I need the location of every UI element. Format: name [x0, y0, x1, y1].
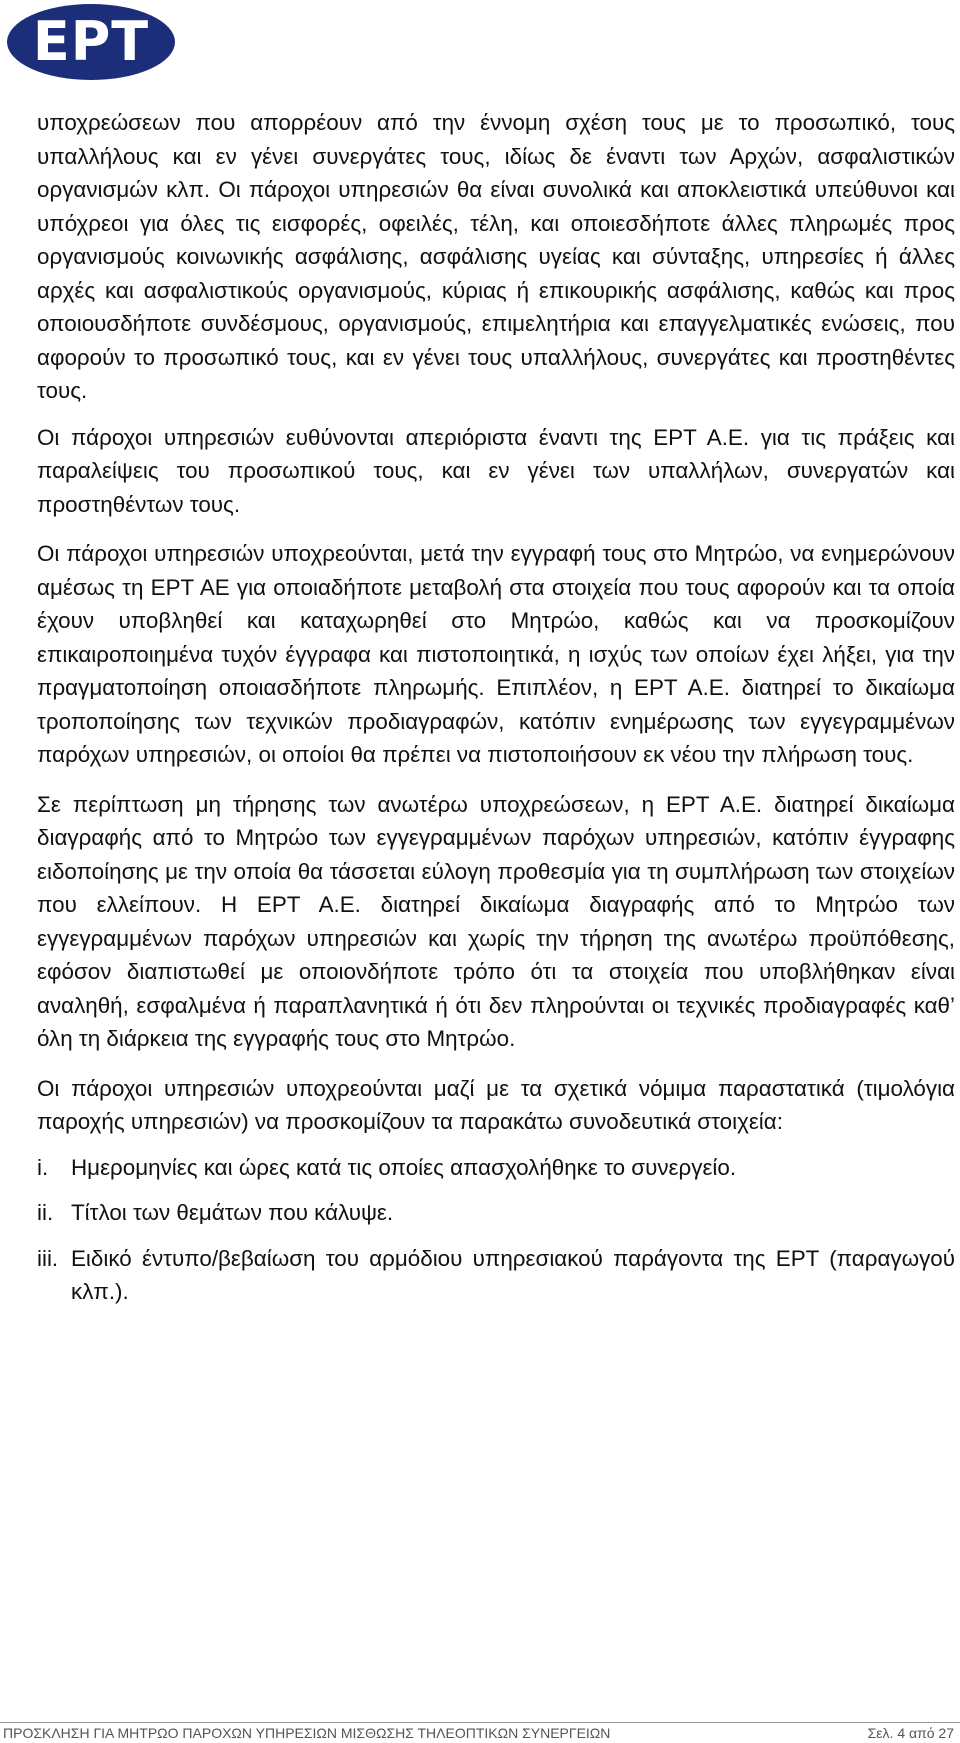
list-item	[37, 1242, 955, 1309]
list-item-text: Ειδικό έντυπο/βεβαίωση του αρμόδιου υπηρεσιακού παράγοντα της ΕΡΤ (παραγωγού κλπ.).	[71, 1245, 955, 1304]
list-item-number: iii.	[37, 1245, 59, 1271]
supporting-documents-list	[37, 1151, 955, 1309]
list-item-number: i.	[37, 1154, 49, 1180]
document-body	[37, 106, 955, 1321]
list-item-text: Τίτλοι των θεμάτων που κάλυψε.	[71, 1200, 394, 1225]
paragraph-deletion: Σε περίπτωση μη τήρησης των ανωτέρω υποχρεώσεων, η ΕΡΤ Α.Ε. διατηρεί δικαίωμα διαγραφής από το Μητρώο των εγγεγραμμένων παρόχων υπηρεσιών, κατόπιν έγγραφης ειδοποίησης με την οποία θα τάσσεται εύλογη προθεσμία για τη συμπλήρωση των στοιχείων που ελλείπουν. Η ΕΡΤ Α.Ε. διατηρεί δικαίωμα διαγραφής από το Μητρώο των εγγεγραμμένων παρόχων υπηρεσιών και χωρίς την τήρηση της ανωτέρω προϋπόθεσης, εφόσον διαπιστωθεί με οποιονδήποτε τρόπο ότι τα στοιχεία που υποβλήθηκαν είναι αναληθή, εσφαλμένα ή παραπλανητικά ή ότι δεν πληρούνται οι τεχνικές προδιαγραφές καθ’ όλη τη διάρκεια της εγγραφής τους στο Μητρώο.	[37, 791, 955, 1051]
page-number: Σελ. 4 από 27	[867, 1725, 954, 1741]
list-item-text: Ημερομηνίες και ώρες κατά τις οποίες απασχολήθηκε το συνεργείο.	[71, 1154, 737, 1180]
list-item-number: ii.	[37, 1200, 54, 1225]
paragraph-documents: Οι πάροχοι υπηρεσιών υποχρεούνται μαζί με τα σχετικά νόμιμα παραστατικά (τιμολόγια παροχής υπηρεσιών) να προσκομίζουν τα παρακάτω συνοδευτικά στοιχεία:	[37, 1075, 955, 1134]
paragraph-updates: Οι πάροχοι υπηρεσιών υποχρεούνται, μετά την εγγραφή τους στο Μητρώο, να ενημερώνουν αμέσως τη ΕΡΤ ΑΕ για οποιαδήποτε μεταβολή στα στοιχεία που τους αφορούν και τα οποία έχουν υποβληθεί και καταχωρηθεί στο Μητρώο, καθώς και να προσκομίζουν επικαιροποιημένα τυχόν έγγραφα και πιστοποιητικά, η ισχύς των οποίων έχει λήξει, για την πραγματοποίηση οποιασδήποτε πληρωμής. Επιπλέον, η ΕΡΤ Α.Ε. διατηρεί το δικαίωμα τροποποίησης των τεχνικών προδιαγραφών, κατόπιν ενημέρωσης των εγγεγραμμένων παρόχων υπηρεσιών, οι οποίοι θα πρέπει να πιστοποιήσουν εκ νέου την πλήρωση τους.	[37, 541, 955, 767]
paragraph-obligations: υποχρεώσεων που απορρέουν από την έννομη σχέση τους με το προσωπικό, τους υπαλλήλους και εν γένει συνεργάτες τους, ιδίως δε έναντι των Αρχών, ασφαλιστικών οργανισμών κλπ. Οι πάροχοι υπηρεσιών θα είναι συνολικά και αποκλειστικά υπεύθυνοι και υπόχρεοι για όλες τις εισφορές, οφειλές, τέλη, και οποιεσδήποτε άλλες πληρωμές προς οργανισμούς κοινωνικής ασφάλισης, ασφάλισης υγείας και σύνταξης, υπηρεσίες ή άλλες αρχές και ασφαλιστικούς οργανισμούς, κύριας ή επικουρικής ασφάλισης, καθώς και προς οποιουσδήποτε συνδέσμους, οργανισμούς, επιμελητήρια και επαγγελματικές ενώσεις, που αφορούν το προσωπικό τους, και εν γένει τους υπαλλήλους, συνεργάτες και προστηθέντες τους.	[37, 110, 955, 403]
paragraph-liability: Οι πάροχοι υπηρεσιών ευθύνονται απεριόριστα έναντι της ΕΡΤ Α.Ε. για τις πράξεις και παραλείψεις του προσωπικού τους, και εν γένει των υπαλλήλων, συνεργατών και προστηθέντων τους.	[37, 424, 955, 517]
page-footer	[0, 1722, 960, 1743]
ert-logo	[7, 4, 175, 80]
logo-text: ΕΡΤ	[32, 10, 150, 73]
list-item	[37, 1196, 955, 1230]
list-item	[37, 1151, 955, 1185]
footer-title: ΠΡΟΣΚΛΗΣΗ ΓΙΑ ΜΗΤΡΩΟ ΠΑΡΟΧΩΝ ΥΠΗΡΕΣΙΩΝ ΜΙΣΘΩΣΗΣ ΤΗΛΕΟΠΤΙΚΩΝ ΣΥΝΕΡΓΕΙΩΝ	[3, 1725, 611, 1741]
